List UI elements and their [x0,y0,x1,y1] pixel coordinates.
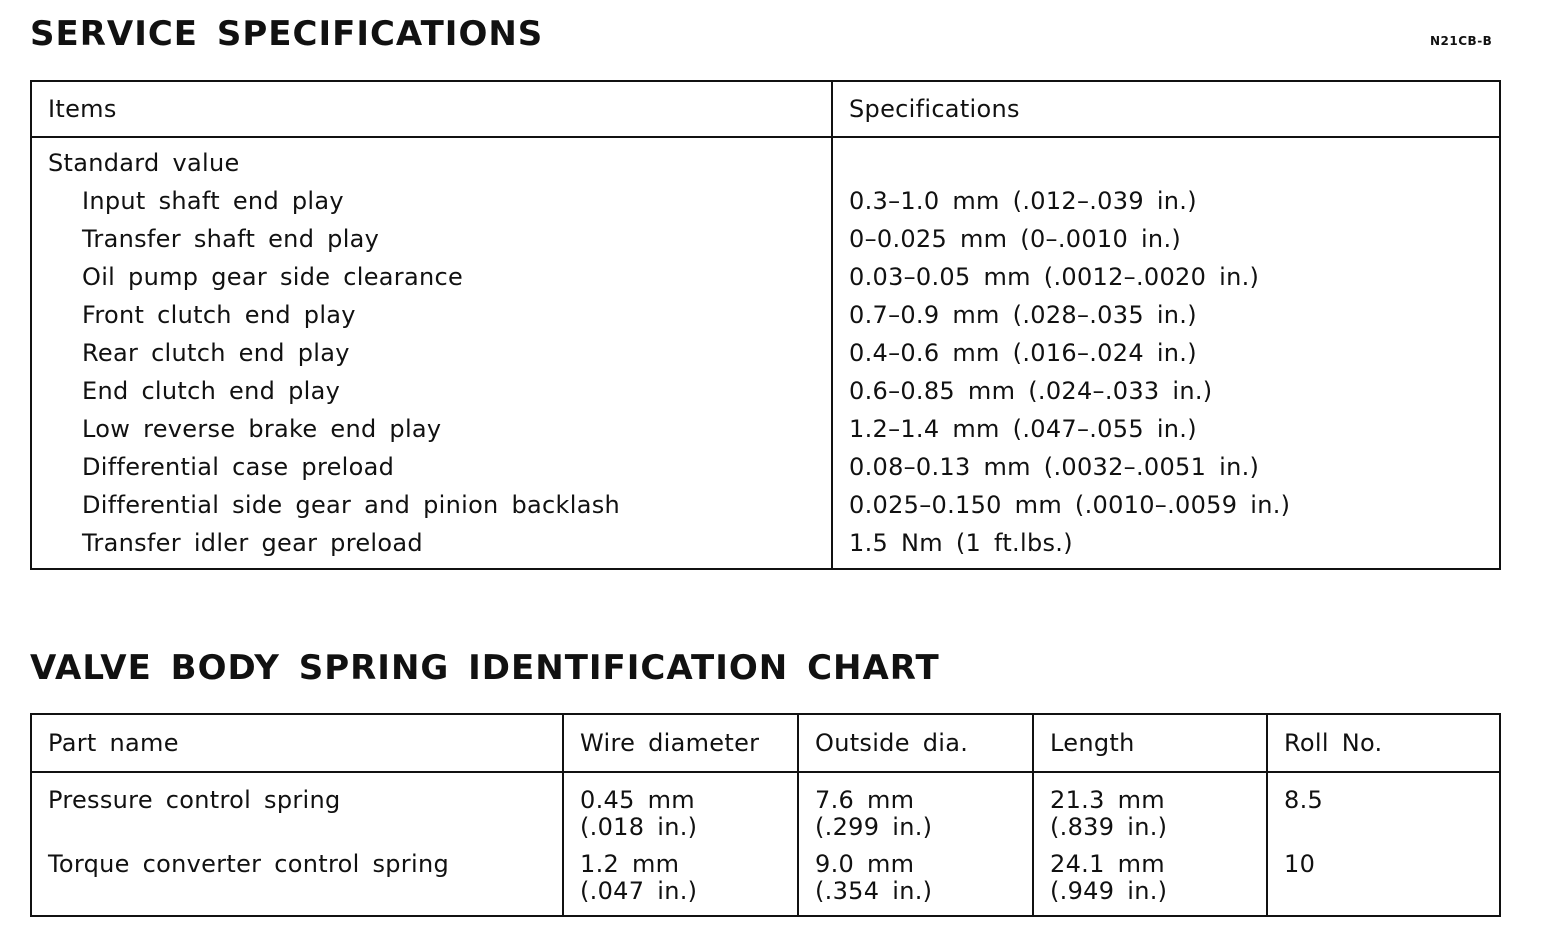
outside-dia-cell [798,772,1033,841]
item-cell: Front clutch end play [31,296,832,334]
item-cell: Rear clutch end play [31,334,832,372]
header-part-name: Part name [31,714,563,772]
item-cell: Input shaft end play [31,182,832,220]
header-wire-diameter: Wire diameter [563,714,798,772]
length-mm: 24.1 mm [1050,850,1165,878]
spec-cell: 0.6–0.85 mm (.024–.033 in.) [849,377,1213,405]
spec-cell: 1.2–1.4 mm (.047–.055 in.) [849,415,1197,443]
item-cell: Transfer shaft end play [31,220,832,258]
valve-body-spring-chart-title: VALVE BODY SPRING IDENTIFICATION CHART [30,648,940,688]
item-cell: Transfer idler gear preload [31,524,832,569]
outside-in: (.299 in.) [815,813,933,841]
roll-no-cell [1267,841,1500,916]
table-row [31,410,1500,448]
header-outside-dia: Outside dia. [798,714,1033,772]
item-cell: Low reverse brake end play [31,410,832,448]
header-items: Items [31,81,832,137]
valve-body-spring-table [30,713,1501,917]
outside-in: (.354 in.) [815,877,933,905]
length-cell [1033,772,1267,841]
length-in: (.839 in.) [1050,813,1168,841]
part-name-text: Torque converter control spring [48,850,449,878]
spec-cell: 0.08–0.13 mm (.0032–.0051 in.) [849,453,1260,481]
outside-dia-cell [798,841,1033,916]
length-mm: 21.3 mm [1050,786,1165,814]
item-cell: Differential side gear and pinion backlash [31,486,832,524]
item-cell: Differential case preload [31,448,832,486]
service-specifications-table [30,80,1501,570]
part-name-cell [31,841,563,916]
wire-in: (.018 in.) [580,813,698,841]
wire-mm: 0.45 mm [580,786,695,814]
roll-no-cell [1267,772,1500,841]
outside-mm: 7.6 mm [815,786,915,814]
spec-cell: 0.7–0.9 mm (.028–.035 in.) [849,301,1197,329]
spec-cell: 0.3–1.0 mm (.012–.039 in.) [849,187,1197,215]
wire-diameter-cell [563,841,798,916]
table-row [31,334,1500,372]
outside-mm: 9.0 mm [815,850,915,878]
table-row [31,372,1500,410]
document-code: N21CB-B [1430,34,1493,48]
table-row [31,182,1500,220]
roll-no-text: 10 [1284,850,1316,878]
table-row [31,524,1500,569]
wire-in: (.047 in.) [580,877,698,905]
header-roll-no: Roll No. [1267,714,1500,772]
item-cell: End clutch end play [31,372,832,410]
part-name-text: Pressure control spring [48,786,341,814]
spec-cell: 0.4–0.6 mm (.016–.024 in.) [849,339,1197,367]
section-row [31,137,1500,182]
spec-cell: 0.03–0.05 mm (.0012–.0020 in.) [849,263,1260,291]
spec-cell: 0.025–0.150 mm (.0010–.0059 in.) [849,491,1291,519]
spec-cell: 1.5 Nm (1 ft.lbs.) [849,529,1073,557]
table-row [31,841,1500,916]
length-in: (.949 in.) [1050,877,1168,905]
length-cell [1033,841,1267,916]
table-row [31,220,1500,258]
wire-diameter-cell [563,772,798,841]
section-label: Standard value [31,137,832,182]
table-header-row [31,81,1500,137]
header-specifications: Specifications [832,81,1500,137]
section-spec-empty [832,137,1500,182]
part-name-cell [31,772,563,841]
table-row [31,296,1500,334]
service-specifications-title: SERVICE SPECIFICATIONS [30,14,544,54]
header-length: Length [1033,714,1267,772]
table-row [31,258,1500,296]
table-header-row [31,714,1500,772]
item-cell: Oil pump gear side clearance [31,258,832,296]
table-row [31,448,1500,486]
roll-no-text: 8.5 [1284,786,1324,814]
wire-mm: 1.2 mm [580,850,680,878]
table-row [31,486,1500,524]
spec-cell: 0–0.025 mm (0–.0010 in.) [849,225,1182,253]
table-row [31,772,1500,841]
